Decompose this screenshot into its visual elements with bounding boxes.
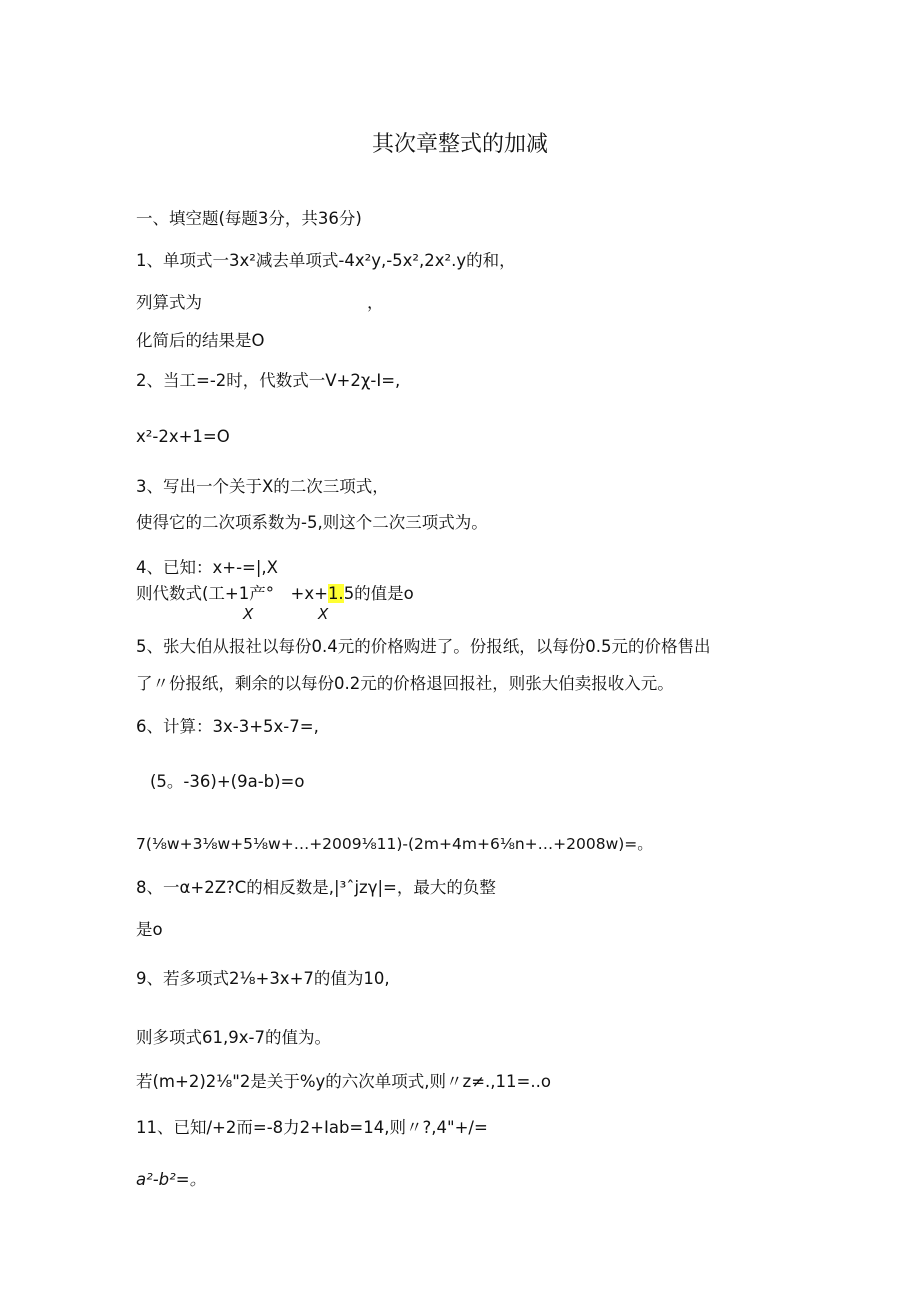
question-4-denominator-right: X	[318, 605, 329, 623]
question-1-line-2: 列算式为 ，	[136, 293, 384, 312]
question-6-line-2: (5。-36)+(9a-b)=o	[150, 772, 305, 791]
question-4-denominator-left: X	[243, 605, 254, 623]
question-8-line-2: 是o	[136, 920, 163, 939]
question-1-line-3: 化简后的结果是O	[136, 331, 265, 350]
question-3-line-2: 使得它的二次项系数为-5,则这个二次三项式为。	[136, 513, 488, 532]
question-9-line-2: 则多项式61,9x-7的值为。	[136, 1028, 331, 1047]
question-5-line-2: 了〃份报纸，剩余的以每份0.2元的价格退回报社，则张大伯卖报收入元。	[136, 674, 674, 693]
question-11-line-2: a²-b²=。	[136, 1170, 207, 1189]
section-heading: 一、填空题(每题3分，共36分)	[136, 209, 362, 228]
question-4-line-1: 4、已知：x+-=|,X	[136, 558, 278, 577]
question-4-highlight: 1.	[327, 584, 344, 603]
question-5-line-1: 5、张大伯从报社以每份0.4元的价格购进了。份报纸，以每份0.5元的价格售出	[136, 637, 711, 656]
question-3-line-1: 3、写出一个关于X的二次三项式，	[136, 477, 389, 496]
question-10-line: 若(m+2)2⅛"2是关于%y的六次单项式,则〃z≠.,11=..o	[136, 1072, 551, 1091]
question-2-line-2: x²-2x+1=O	[136, 427, 230, 446]
question-7-line: 7(⅛w+3⅛w+5⅛w+…+2009⅛11)-(2m+4m+6⅛n+…+2008w)=。	[136, 835, 653, 853]
question-6-line-1: 6、计算：3x-3+5x-7=,	[136, 717, 319, 736]
question-9-line-1: 9、若多项式2⅛+3x+7的值为10,	[136, 969, 390, 988]
question-1-line-1: 1、单项式一3x²减去单项式-4x²y,-5x²,2x².y的和，	[136, 251, 516, 270]
question-4-expr-suffix: 5的值是o	[343, 584, 414, 603]
question-11-line-1: 11、已知/+2而=-8力2+Iab=14,则〃?,4"+/=	[136, 1118, 488, 1137]
question-4-line-2	[136, 583, 414, 605]
question-4-expr-prefix: 则代数式(工+1产° +x+	[136, 584, 328, 603]
question-2-line-1: 2、当工=-2时，代数式一V+2χ-I=,	[136, 371, 401, 390]
question-8-line-1: 8、一α+2Z?C的相反数是,|³ˆjzγ|=，最大的负整	[136, 878, 496, 897]
page-title: 其次章整式的加减	[371, 132, 548, 157]
